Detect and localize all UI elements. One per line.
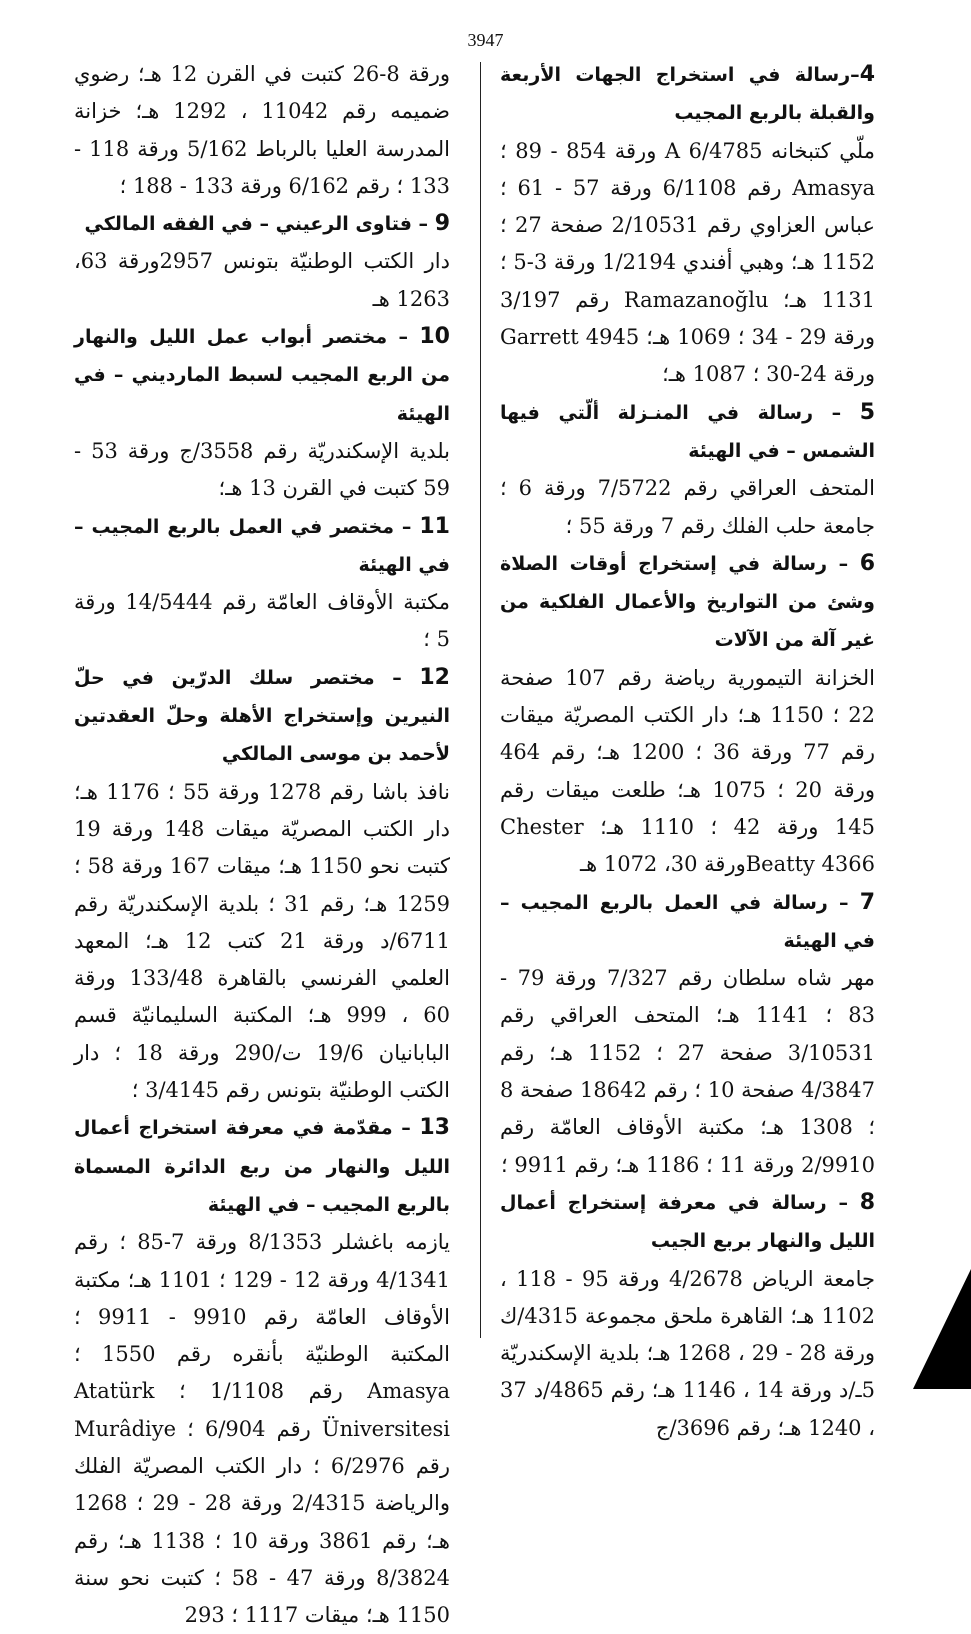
scan-corner-shadow xyxy=(913,1269,971,1389)
page-number: 3947 xyxy=(467,30,504,50)
entry-title: –رسالة في استخراج الجهات الأربعة والقبلة بالربع المجيب xyxy=(500,64,875,125)
entry-number: 7 xyxy=(859,889,875,915)
entry-number: 4 xyxy=(859,62,875,87)
entry-title: – مختصر سلك الدرّين في حلّ النيرين وإستخراج الأهلة وحلّ العقدتين لأحمد بن موسى المالكي xyxy=(74,666,450,766)
entry-number: 6 xyxy=(859,550,875,576)
entry-body: دار الكتب الوطنيّة بتونس 2957ورقة 63، 1263 هـ xyxy=(74,249,450,311)
entry-13 xyxy=(74,1109,450,1634)
entry-body: نافذ باشا رقم 1278 ورقة 55 ؛ 1176 هـ؛ دار الكتب المصريّة ميقات 148 ورقة 19 كتبت نحو 1150 هـ؛ ميقات 167 ورقة 58 ؛ 1259 هـ؛ رقم 31 ؛ بلدية الإسكندريّة رقم 6711/د ورقة 21 كتب 12 هـ؛ المعهد العلمي الفرنسي بالقاهرة 133/48 ورقة 60 ، 999 هـ؛ المكتبة السليمانيّة قسم البابانيان 19/6 ت/290 ورقة 18 ؛ دار الكتب الوطنيّة بتونس رقم 3/4145 ؛ xyxy=(74,779,451,1103)
entry-4 xyxy=(500,56,875,394)
entry-number: 8 xyxy=(859,1189,875,1215)
entry-title: – مختصر أبواب عمل الليل والنهار من الربع المجيب لسبط المارديني – في الهيئة xyxy=(74,326,450,425)
entry-title: – مقدّمة في معرفة استخراج أعمال الليل والنهار من ربع الدائرة المسماة بالربع المجيب – في الهيئة xyxy=(74,1117,450,1216)
entry-number: 11 xyxy=(419,513,450,539)
entry-title: – رسالة في إستخراج أوقات الصلاة وشئ من التواريخ والأعمال الفلكية من غير آلة من الآلات xyxy=(500,552,875,652)
entry-body: بلدية الإسكندريّة رقم 3558/ج ورقة 53 - 59 كتبت في القرن 13 هـ؛ xyxy=(74,438,451,501)
entry-number: 5 xyxy=(859,399,875,425)
entry-title: – رسالة في المنـزلة ألّتي فيها الشمس – في الهيئة xyxy=(500,401,875,462)
entry-9 xyxy=(74,205,450,318)
entry-continued xyxy=(74,56,450,205)
entry-body: المتحف العراقي رقم 7/5722 ورقة 6 ؛ جامعة حلب الفلك رقم 7 ورقة 55 ؛ xyxy=(500,476,875,538)
entry-body: ملّي كتبخانه 6/4785 A ورقة 854 - 89 ؛ Amasya رقم 6/1108 ورقة 57 - 61 ؛ عباس العزاوي رقم 2/10531 صفحة 27 ؛ 1152 هـ؛ وهبي أفندي 1/2194 ورقة 3-5 ؛ 1131 هـ؛ Ramazanoğlu رقم 3/197 ورقة 29 - 34 ؛ 1069 هـ؛ Garrett 4945 ورقة 24-30 ؛ 1087 هـ؛ xyxy=(500,138,875,387)
entry-number: 9 xyxy=(434,211,450,237)
entry-title: – رسالة في العمل بالربع المجيب – في الهيئة xyxy=(500,891,875,952)
entry-body: يازمه باغشلر 8/1353 ورقة 7-85 ؛ رقم 4/1341 ورقة 12 - 129 ؛ 1101 هـ؛ مكتبة الأوقاف العامّة رقم 9910 - 9911 ؛ المكتبة الوطنيّة بأنقره رقم 1550 ؛ Amasya رقم 1/1108 ؛ Atatürk Üniversitesi رقم 6/904 ؛ Murâdiye رقم 6/2976 ؛ دار الكتب المصريّة الفلك والرياضة 2/4315 ورقة 28 - 29 ؛ 1268 هـ؛ رقم 3861 ورقة 10 ؛ 1138 هـ؛ رقم 8/3824 ورقة 47 - 58 ؛ كتبت نحو سنة 1150 هـ؛ ميقات 1117 ؛ 293 xyxy=(74,1230,450,1628)
entry-10 xyxy=(74,318,450,507)
entry-number: 13 xyxy=(419,1115,450,1141)
entry-title: – رسالة في معرفة إستخراج أعمال الليل والنهار بربع الجيب xyxy=(500,1191,875,1253)
entry-body: مهر شاه سلطان رقم 7/327 ورقة 79 - 83 ؛ 1141 هـ؛ المتحف العراقي رقم 3/10531 صفحة 27 ؛ 1152 هـ؛ رقم 4/3847 صفحة 10 ؛ رقم 18642 صفحة 8 ؛ 1308 هـ؛ مكتبة الأوقاف العامّة رقم 2/9910 ورقة 11 ؛ 1186 هـ؛ رقم 9911 ؛ xyxy=(500,966,876,1177)
entry-5 xyxy=(500,394,875,545)
entry-number: 10 xyxy=(419,324,450,350)
left-column xyxy=(74,56,450,1634)
entry-body: الخزانة التيمورية رياضة رقم 107 صفحة 22 ؛ 1150 هـ؛ دار الكتب المصريّة ميقات رقم 77 ورقة 36 ؛ 1200 هـ؛ رقم 464 ورقة 20 ؛ 1075 هـ؛ طلعت ميقات رقم 145 ورقة 42 ؛ 1110 هـ؛ Chester Beatty 4366ورقة 30، 1072 هـ xyxy=(500,665,876,877)
entry-11 xyxy=(74,508,450,659)
right-column xyxy=(500,56,875,1447)
entry-number: 12 xyxy=(419,664,450,690)
entry-body: جامعة الرياض 4/2678 ورقة 95 - 118 ، 1102 هـ؛ القاهرة ملحق مجموعة 4315/ك ورقة 28 - 29 ، 1268 هـ؛ بلدية الإسكندريّة 5ـ/د ورقة 14 ، 1146 هـ؛ رقم 4865/د 37 ، 1240 هـ؛ رقم 3696/ج xyxy=(500,1266,875,1440)
entry-6 xyxy=(500,545,875,884)
column-divider xyxy=(480,62,481,1338)
entry-title: – مختصر في العمل بالربع المجيب – في الهيئة xyxy=(74,515,450,576)
entry-title: – فتاوى الرعيني – في الفقه المالكي xyxy=(84,213,435,236)
entry-7 xyxy=(500,884,875,1184)
entry-8 xyxy=(500,1184,875,1447)
entry-body: مكتبة الأوقاف العامّة رقم 14/5444 ورقة 5 ؛ xyxy=(74,590,450,652)
entry-12 xyxy=(74,659,450,1110)
entry-body: ورقة 8-26 كتبت في القرن 12 هـ؛ رضوي ضميمه رقم 11042 ، 1292 هـ؛ خزانة المدرسة العليا بالرباط 5/162 ورقة 118 - 133 ؛ رقم 6/162 ورقة 133 - 188 ؛ xyxy=(74,62,451,198)
